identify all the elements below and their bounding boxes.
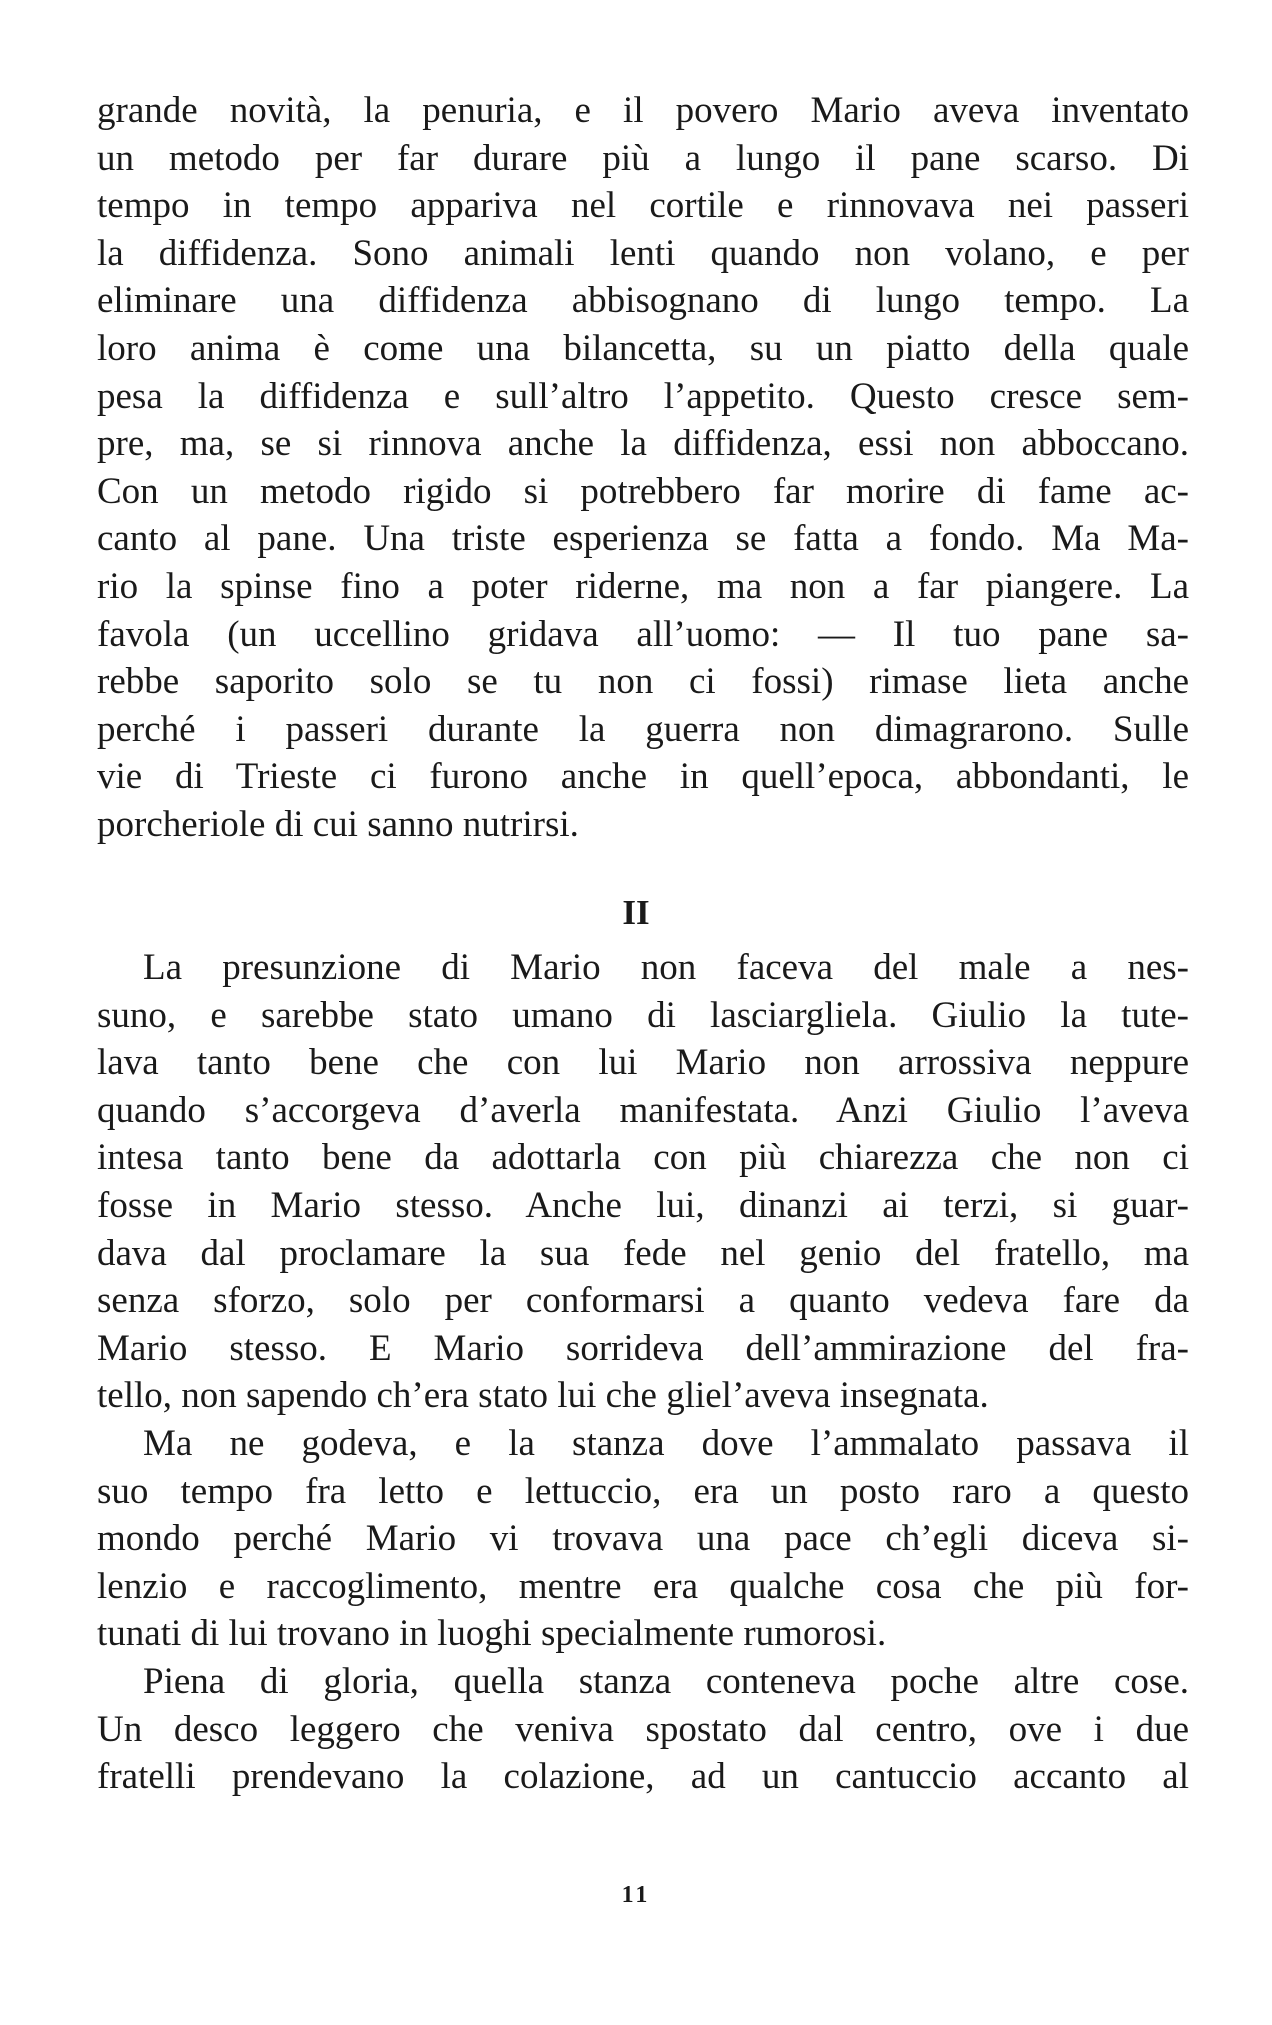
text-line: loro anima è come una bilancetta, su un piatto della quale bbox=[97, 327, 1189, 369]
text-line: favola (un uccellino gridava all’uomo: — Il tuo pane sa- bbox=[97, 613, 1189, 655]
text-line: porcheriole di cui sanno nutrirsi. bbox=[97, 803, 579, 845]
paragraph-continued-text bbox=[97, 87, 1189, 849]
text-line: suo tempo fra letto e lettuccio, era un posto raro a questo bbox=[97, 1470, 1189, 1512]
paragraph-2 bbox=[97, 1420, 1189, 1658]
text-line: fratelli prendevano la colazione, ad un cantuccio accanto al bbox=[97, 1756, 1189, 1798]
text-line: Ma ne godeva, e la stanza dove l’ammalato passava il bbox=[143, 1422, 1189, 1464]
text-line: tunati di lui trovano in luoghi specialmente rumorosi. bbox=[97, 1613, 887, 1655]
text-line: senza sforzo, solo per conformarsi a quanto vedeva fare da bbox=[97, 1280, 1189, 1322]
section-heading: II bbox=[622, 893, 650, 932]
text-line: lava tanto bene che con lui Mario non arrossiva neppure bbox=[97, 1042, 1189, 1084]
section-body bbox=[97, 944, 1189, 1801]
text-line: canto al pane. Una triste esperienza se fatta a fondo. Ma Ma- bbox=[97, 518, 1189, 560]
text-line: dava dal proclamare la sua fede nel genio del fratello, ma bbox=[97, 1232, 1189, 1274]
text-line: intesa tanto bene da adottarla con più chiarezza che non ci bbox=[97, 1137, 1189, 1179]
text-line: La presunzione di Mario non faceva del male a nes- bbox=[143, 947, 1189, 988]
text-line: fosse in Mario stesso. Anche lui, dinanzi ai terzi, si guar- bbox=[97, 1184, 1189, 1226]
page-number: 11 bbox=[621, 1882, 651, 1908]
continuation-paragraph bbox=[97, 87, 1189, 849]
text-line: Piena di gloria, quella stanza conteneva poche altre cose. bbox=[143, 1660, 1189, 1702]
text-line: perché i passeri durante la guerra non dimagrarono. Sulle bbox=[97, 708, 1189, 750]
text-line: Un desco leggero che veniva spostato dal centro, ove i due bbox=[97, 1708, 1189, 1750]
text-line: grande novità, la penuria, e il povero Mario aveva inventato bbox=[97, 90, 1189, 131]
text-line: quando s’accorgeva d’averla manifestata. Anzi Giulio l’aveva bbox=[97, 1089, 1189, 1131]
text-line: Con un metodo rigido si potrebbero far morire di fame ac- bbox=[97, 470, 1189, 512]
text-line: pre, ma, se si rinnova anche la diffidenza, essi non abboccano. bbox=[97, 423, 1189, 465]
text-line: un metodo per far durare più a lungo il pane scarso. Di bbox=[97, 137, 1189, 179]
text-line: lenzio e raccoglimento, mentre era qualche cosa che più for- bbox=[97, 1565, 1189, 1607]
text-line: tempo in tempo appariva nel cortile e rinnovava nei passeri bbox=[97, 185, 1189, 227]
text-line: suno, e sarebbe stato umano di lasciargliela. Giulio la tute- bbox=[97, 994, 1189, 1036]
text-line: rebbe saporito solo se tu non ci fossi) rimase lieta anche bbox=[97, 661, 1189, 703]
paragraph-1 bbox=[97, 944, 1189, 1420]
text-line: tello, non sapendo ch’era stato lui che gliel’aveva insegnata. bbox=[97, 1375, 989, 1417]
text-line: rio la spinse fino a poter riderne, ma non a far piangere. La bbox=[97, 565, 1189, 607]
text-line: eliminare una diffidenza abbisognano di lungo tempo. La bbox=[97, 280, 1189, 322]
text-line: vie di Trieste ci furono anche in quell’epoca, abbondanti, le bbox=[97, 756, 1189, 798]
text-line: mondo perché Mario vi trovava una pace ch’egli diceva si- bbox=[97, 1518, 1189, 1560]
paragraph-3 bbox=[97, 1658, 1189, 1801]
text-line: Mario stesso. E Mario sorrideva dell’ammirazione del fra- bbox=[97, 1327, 1189, 1369]
text-line: pesa la diffidenza e sull’altro l’appetito. Questo cresce sem- bbox=[97, 375, 1189, 417]
text-line: la diffidenza. Sono animali lenti quando non volano, e per bbox=[97, 232, 1189, 274]
